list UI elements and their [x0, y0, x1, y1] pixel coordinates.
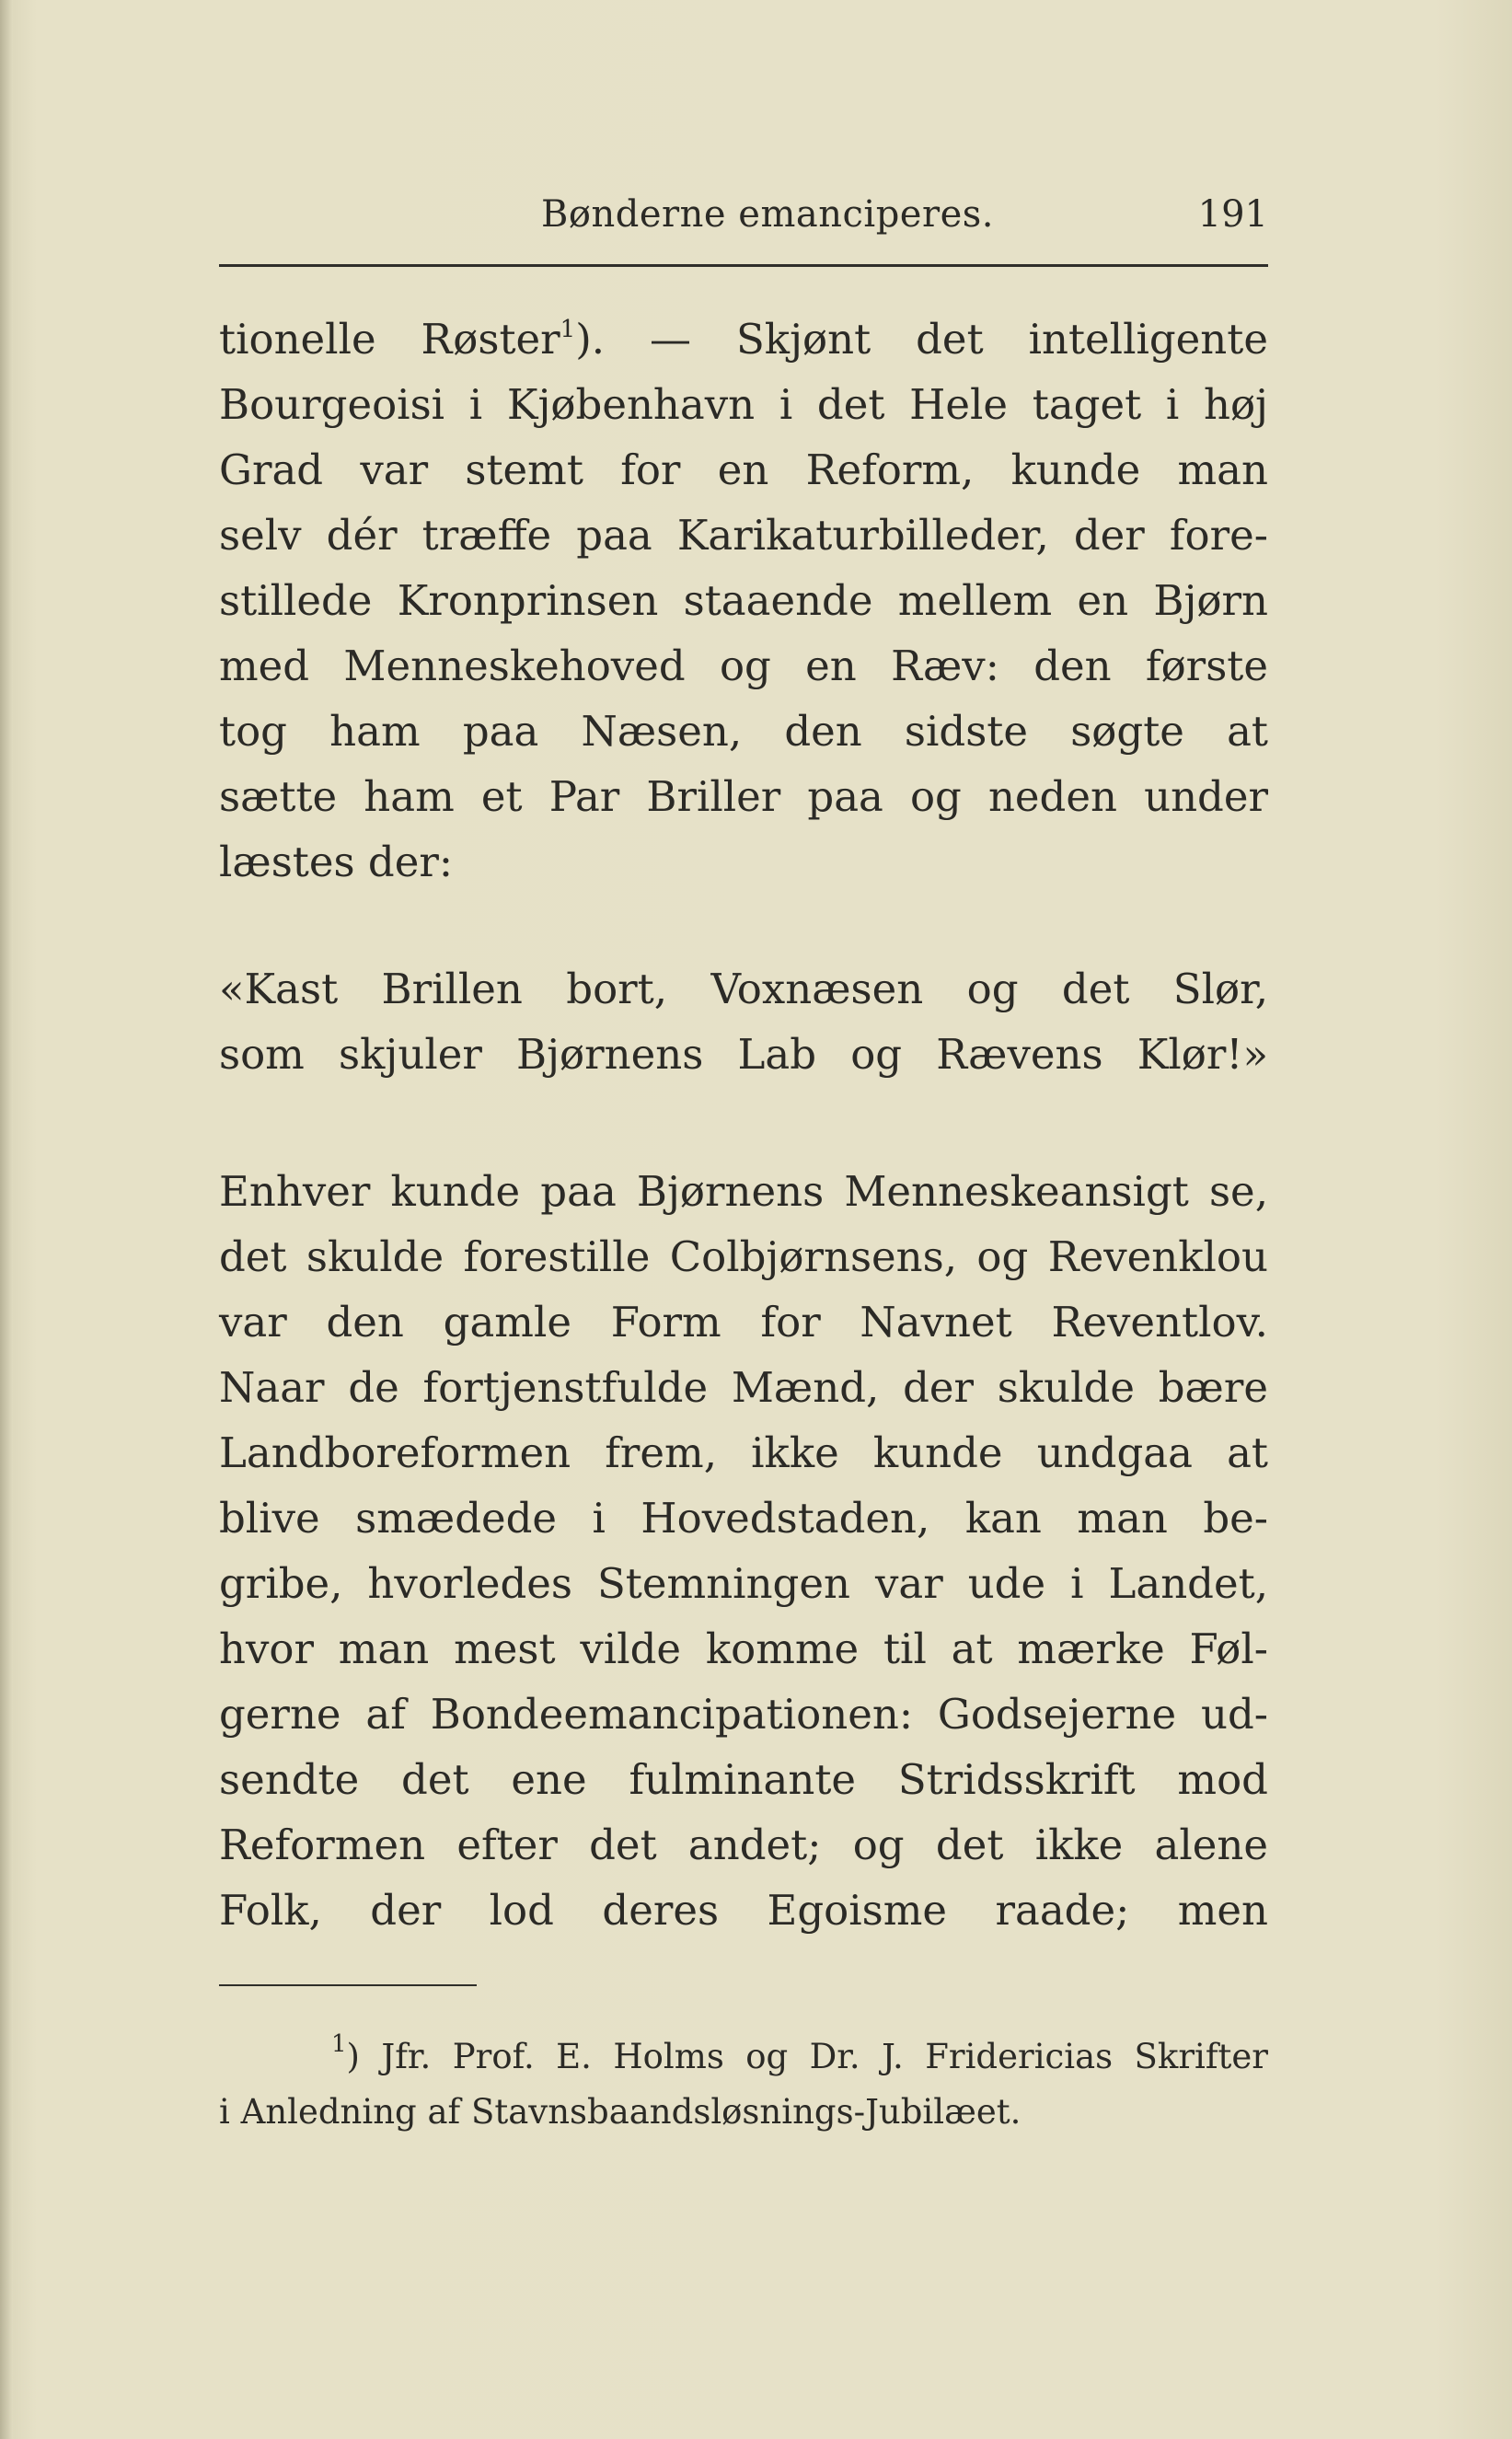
page-gutter-shadow — [0, 0, 13, 2439]
text-line: gribe, hvorledes Stemningen var ude i Landet, — [219, 1559, 1268, 1608]
footnote-line — [219, 2029, 1268, 2085]
verse-line: «Kast Brillen bort, Voxnæsen og det Slør, — [219, 965, 1268, 1013]
text-line: gerne af Bondeemancipationen: Godsejerne ud- — [219, 1690, 1268, 1739]
text-line: sendte det ene fulminante Stridsskrift mod — [219, 1755, 1268, 1804]
page-number: 191 — [1197, 193, 1268, 236]
text-line: Grad var stemt for en Reform, kunde man — [219, 445, 1268, 494]
page-header — [219, 182, 1268, 247]
text-fragment: ) Jfr. Prof. E. Holms og Dr. J. Fridericias Skrifter — [346, 2037, 1268, 2076]
text-line: læstes der: — [219, 838, 454, 886]
text-line: stillede Kronprinsen staaende mellem en Bjørn — [219, 576, 1268, 625]
footnote-marker[interactable]: 1 — [560, 316, 576, 343]
text-line: var den gamle Form for Navnet Reventlov. — [219, 1298, 1268, 1347]
running-title: Bønderne emanciperes. — [541, 193, 995, 236]
text-line: Reformen efter det andet; og det ikke alene — [219, 1821, 1268, 1869]
text-line: selv dér træffe paa Karikaturbilleder, der fore- — [219, 511, 1268, 560]
paragraph-1 — [219, 306, 1268, 895]
text-line: sætte ham et Par Briller paa og neden under — [219, 772, 1268, 821]
header-rule — [219, 264, 1268, 267]
text-line: med Menneskehoved og en Ræv: den første — [219, 642, 1268, 690]
text-line: Enhver kunde paa Bjørnens Menneskeansigt se, — [219, 1167, 1268, 1216]
footnote-rule — [219, 1984, 477, 1986]
text-line: det skulde forestille Colbjørnsens, og Revenklou — [219, 1232, 1268, 1281]
verse-line: som skjuler Bjørnens Lab og Rævens Klør!» — [219, 1030, 1268, 1079]
text-line — [219, 306, 1268, 372]
footnote-number: 1 — [331, 2030, 347, 2058]
verse-quote — [219, 956, 1268, 1087]
footnote — [219, 2029, 1268, 2140]
text-line: Landboreformen frem, ikke kunde undgaa at — [219, 1428, 1268, 1477]
text-line: Folk, der lod deres Egoisme raade; men — [219, 1886, 1268, 1935]
paragraph-2 — [219, 1159, 1268, 1943]
footnote-line: i Anledning af Stavnsbaandsløsnings-Jubilæet. — [219, 2092, 1021, 2132]
text-line: hvor man mest vilde komme til at mærke Føl- — [219, 1624, 1268, 1673]
text-line: tog ham paa Næsen, den sidste søgte at — [219, 707, 1268, 756]
text-line: Bourgeoisi i Kjøbenhavn i det Hele taget i høj — [219, 380, 1268, 429]
text-fragment: ). — Skjønt det intelligente — [575, 315, 1268, 364]
text-line: Naar de fortjenstfulde Mænd, der skulde bære — [219, 1363, 1268, 1412]
text-fragment: tionelle Røster — [219, 315, 560, 364]
text-line: blive smædede i Hovedstaden, kan man be- — [219, 1494, 1268, 1543]
